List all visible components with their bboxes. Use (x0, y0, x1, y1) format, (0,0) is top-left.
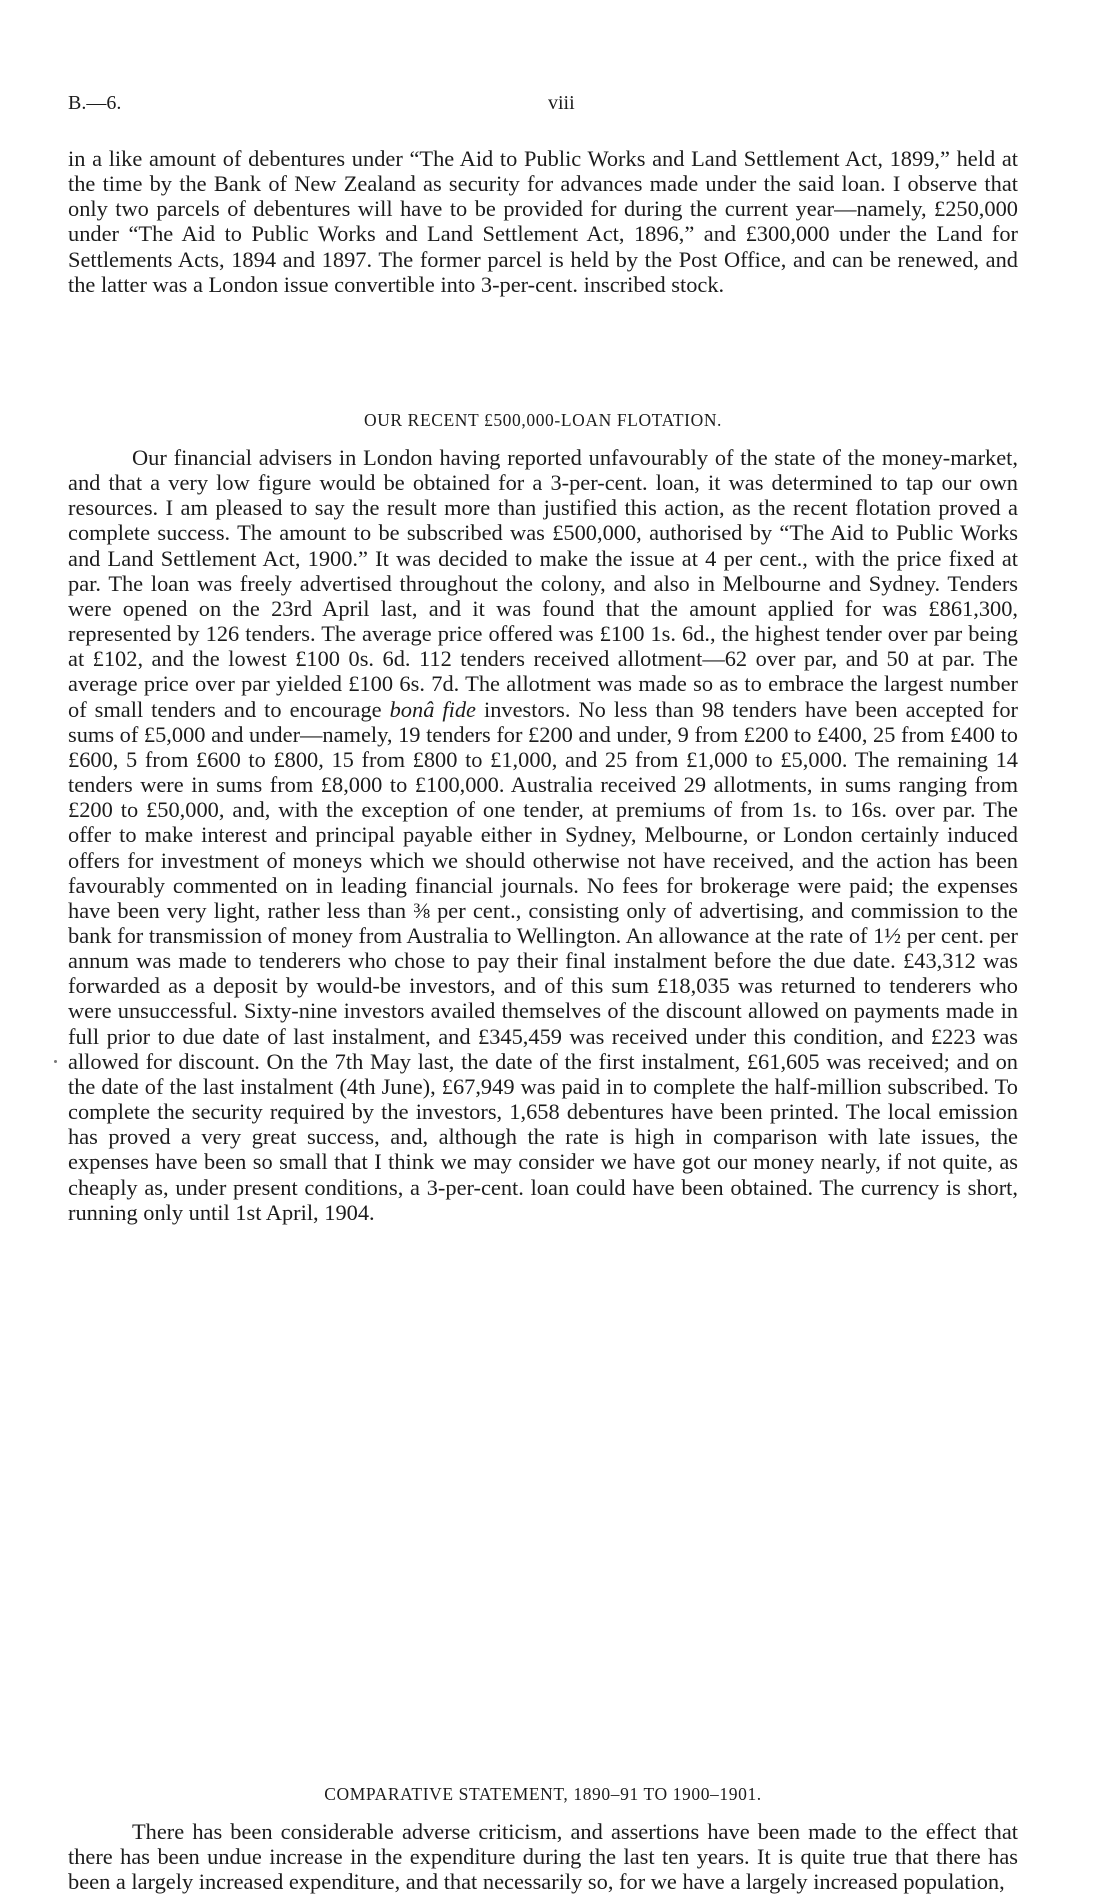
page-number: viii (548, 92, 575, 114)
comparative-statement-heading: COMPARATIVE STATEMENT, 1890–91 TO 1900–1901. (324, 1784, 762, 1804)
comparative-section (68, 1819, 1018, 1894)
comparative-paragraph: There has been considerable adverse criticism, and assertions have been made to the effect that there has been undue increase in the expenditure during the last ten years. It is quite true that there has been a largely increased expenditure, and that necessarily so, for we have a largely increased population, (68, 1819, 1018, 1895)
margin-speck (54, 1060, 57, 1063)
loan-flotation-paragraph (68, 445, 1018, 1225)
continuation-section (68, 146, 1018, 297)
loan-flotation-heading: OUR RECENT £500,000-LOAN FLOTATION. (363, 410, 723, 430)
loan-flotation-section (68, 445, 1018, 1225)
comparative-heading-wrap (68, 1784, 1018, 1805)
document-reference: B.—6. (68, 92, 122, 114)
loan-italic-phrase: bonâ fide (389, 696, 476, 722)
loan-text-part-2: investors. No less than 98 tenders have been accepted for sums of £5,000 and under—namely, 19 tenders for £200 and under, 9 from £200 to £400, 25 from £400 to £600, 5 from £600 to £800, 15 from £800 to £1,000, and 25 from £1,000 to £5,000. The remaining 14 tenders were in sums from £8,000 to £100,000. Australia received 29 allotments, in sums ranging from £200 to £50,000, and, with the exception of one tender, at premiums of from 1s. to 16s. over par. The offer to make interest and principal payable either in Sydney, Melbourne, or London certainly induced offers for investment of moneys which we should otherwise not have received, and the action has been favourably commented on in leading financial journals. No fees for brokerage were paid; the expenses have been very light, rather less than ⅜ per cent., consisting only of advertising, and commission to the bank for transmission of money from Australia to Wellington. An allowance at the rate of 1½ per cent. per annum was made to tenderers who chose to pay their final instalment before the due date. £43,312 was forwarded as a deposit by would-be investors, and of this sum £18,035 was returned to tenderers who were unsuccessful. Sixty-nine investors availed themselves of the discount allowed on payments made in full prior to due date of last instalment, and £345,459 was received under this condition, and £223 was allowed for discount. On the 7th May last, the date of the first instalment, £61,605 was received; and on the date of the last instalment (4th June), £67,949 was paid in to complete the half-million subscribed. To complete the security required by the investors, 1,658 debentures have been printed. The local emission has proved a very great success, and, although the rate is high in comparison with late issues, the expenses have been so small that I think we may consider we have got our money nearly, if not quite, as cheaply as, under present conditions, a 3-per-cent. loan could have been obtained. The currency is short, running only until 1st April, 1904. (68, 696, 1018, 1225)
loan-text-part-1: Our financial advisers in London having reported unfavourably of the state of the money-market, and that a very low figure would be obtained for a 3-per-cent. loan, it was determined to tap our own resources. I am pleased to say the result more than justified this action, as the recent flotation proved a complete success. The amount to be subscribed was £500,000, authorised by “The Aid to Public Works and Land Settlement Act, 1900.” It was decided to make the issue at 4 per cent., with the price fixed at par. The loan was freely advertised throughout the colony, and also in Melbourne and Sydney. Tenders were opened on the 23rd April last, and it was found that the amount applied for was £861,300, represented by 126 tenders. The average price offered was £100 1s. 6d., the highest tender over par being at £102, and the lowest £100 0s. 6d. 112 tenders received allotment—62 over par, and 50 at par. The average price over par yielded £100 6s. 7d. The allotment was made so as to embrace the largest number of small tenders and to encourage (68, 445, 1018, 722)
continuation-paragraph: in a like amount of debentures under “The Aid to Public Works and Land Settlement Act, 1899,” held at the time by the Bank of New Zealand as security for advances made under the said loan. I observe that only two parcels of debentures will have to be provided for during the current year—namely, £250,000 under “The Aid to Public Works and Land Settlement Act, 1896,” and £300,000 under the Land for Settlements Acts, 1894 and 1897. The former parcel is held by the Post Office, and can be renewed, and the latter was a London issue convertible into 3-per-cent. inscribed stock. (68, 146, 1018, 297)
loan-flotation-heading-wrap (68, 410, 1018, 431)
page-header (68, 92, 1018, 122)
